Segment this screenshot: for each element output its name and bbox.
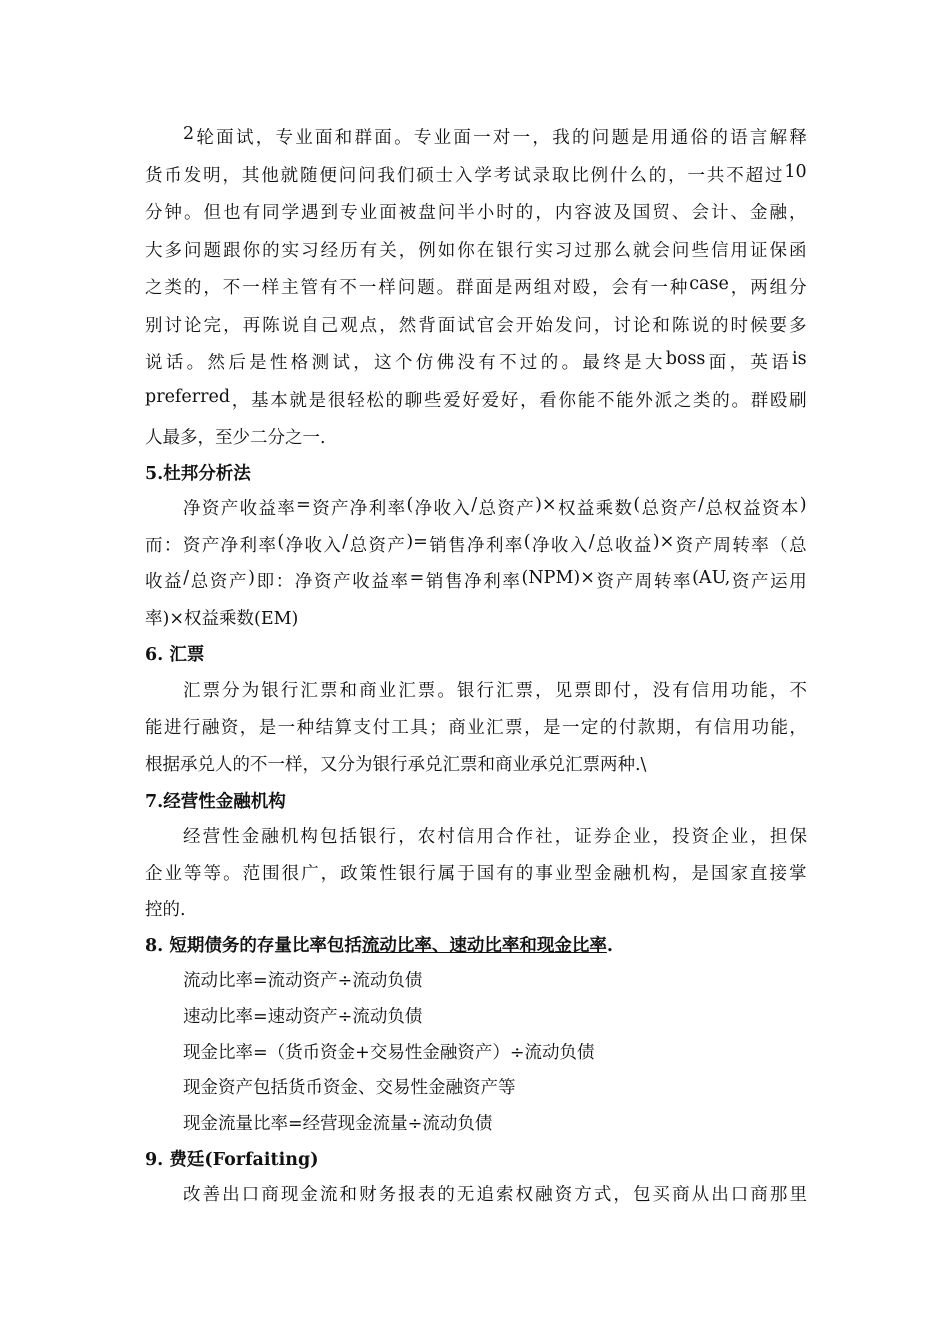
formula-line: 现金比率=（货币资金+交易性金融资产）÷流动负债 — [183, 1043, 595, 1063]
paragraph-line: 人最多，至少二分之一. — [145, 428, 326, 448]
section-heading-5: 5.杜邦分析法 — [145, 464, 251, 484]
section-heading-7: 7.经营性金融机构 — [145, 792, 286, 812]
paragraph-line: 而 ： 资 产 净 利 率 ( 净 收 入 / 总 资 产 )= 销 售 净 利 率 ( 净 收 入 / 总 收 益 )× 资 产 周 转 率 （ 总 — [145, 532, 807, 556]
formula-line: 流动比率=流动资产÷流动负债 — [183, 971, 423, 991]
paragraph-line: preferred ， 基 本 就 是 很 轻 松 的 聊 些 爱 好 爱 好 ， 看 你 能 不 能 外 派 之 类 的 。 群 殴 刷 — [145, 387, 807, 411]
paragraph-line: 别 讨 论 完 ， 再 陈 说 自 己 观 点 ， 然 背 面 试 官 会 开 始 发 问 ， 讨 论 和 陈 说 的 时 候 要 多 — [145, 316, 807, 336]
paragraph-line: 说 话 。 然 后 是 性 格 测 试 ， 这 个 仿 佛 没 有 不 过 的 。 最 终 是 大 boss 面 ， 英 语 is — [145, 349, 807, 373]
paragraph-line: 控的. — [145, 900, 186, 920]
paragraph-line: 企 业 等 等 。 范 围 很 广 ， 政 策 性 银 行 属 于 国 有 的 事 业 型 金 融 机 构 ， 是 国 家 直 接 掌 — [145, 864, 807, 884]
paragraph-line: 净 资 产 收 益 率 = 资 产 净 利 率 ( 净 收 入 / 总 资 产 )× 权 益 乘 数 ( 总 资 产 / 总 权 益 资 本 ) — [183, 495, 807, 519]
paragraph-line: 收 益 / 总 资 产 ) 即 ： 净 资 产 收 益 率 = 销 售 净 利 率 (NPM)× 资 产 周 转 率 (AU, 资 产 运 用 — [145, 568, 807, 592]
paragraph-line: 之 类 的 ， 不 一 样 主 管 有 不 一 样 问 题 。 群 面 是 两 组 对 殴 ， 会 有 一 种 case ， 两 组 分 — [145, 274, 807, 298]
paragraph-line: 货 币 发 明 ， 其 他 就 随 便 问 问 我 们 硕 士 入 学 考 试 录 取 比 例 什 么 的 ， 一 共 不 超 过 10 — [145, 162, 807, 186]
formula-line: 现金流量比率=经营现金流量÷流动负债 — [183, 1114, 493, 1134]
section-heading-8 — [145, 932, 613, 957]
paragraph-line: 经 营 性 金 融 机 构 包 括 银 行 ， 农 村 信 用 合 作 社 ， 证 券 企 业 ， 投 资 企 业 ， 担 保 — [183, 827, 807, 847]
formula-line: 现金资产包括货币资金、交易性金融资产等 — [183, 1078, 516, 1098]
paragraph-line: 率)×权益乘数(EM) — [145, 609, 299, 629]
heading-underlined-text: 流动比率、速动比率和现金比率 — [361, 936, 607, 956]
section-heading-9: 9. 费廷(Forfaiting) — [145, 1150, 319, 1170]
paragraph-line: 汇 票 分 为 银 行 汇 票 和 商 业 汇 票 。 银 行 汇 票 ， 见 票 即 付 ， 没 有 信 用 功 能 ， 不 — [183, 681, 807, 701]
paragraph-line: 能 进 行 融 资 ， 是 一 种 结 算 支 付 工 具 ； 商 业 汇 票 ， 是 一 定 的 付 款 期 ， 有 信 用 功 能 ， — [145, 718, 807, 738]
paragraph-line: 改 善 出 口 商 现 金 流 和 财 务 报 表 的 无 追 索 权 融 资 方 式 ， 包 买 商 从 出 口 商 那 里 — [183, 1185, 807, 1205]
paragraph-line: 大 多 问 题 跟 你 的 实 习 经 历 有 关 ， 例 如 你 在 银 行 实 习 过 那 么 就 会 问 些 信 用 证 保 函 — [145, 241, 807, 261]
paragraph-line: 分 钟 。 但 也 有 同 学 遇 到 专 业 面 被 盘 问 半 小 时 的 ， 内 容 波 及 国 贸 、 会 计 、 金 融 ， — [145, 203, 807, 223]
paragraph-line: 2 轮 面 试 ， 专 业 面 和 群 面 。 专 业 面 一 对 一 ， 我 的 问 题 是 用 通 俗 的 语 言 解 释 — [183, 124, 807, 148]
section-heading-6: 6. 汇票 — [145, 645, 205, 665]
heading-suffix: . — [606, 936, 613, 956]
formula-line: 速动比率=速动资产÷流动负债 — [183, 1007, 423, 1027]
heading-prefix: 8. 短期债务的存量比率包括 — [145, 936, 362, 956]
paragraph-line: 根据承兑人的不一样，又分为银行承兑汇票和商业承兑汇票两种.\ — [145, 755, 647, 775]
